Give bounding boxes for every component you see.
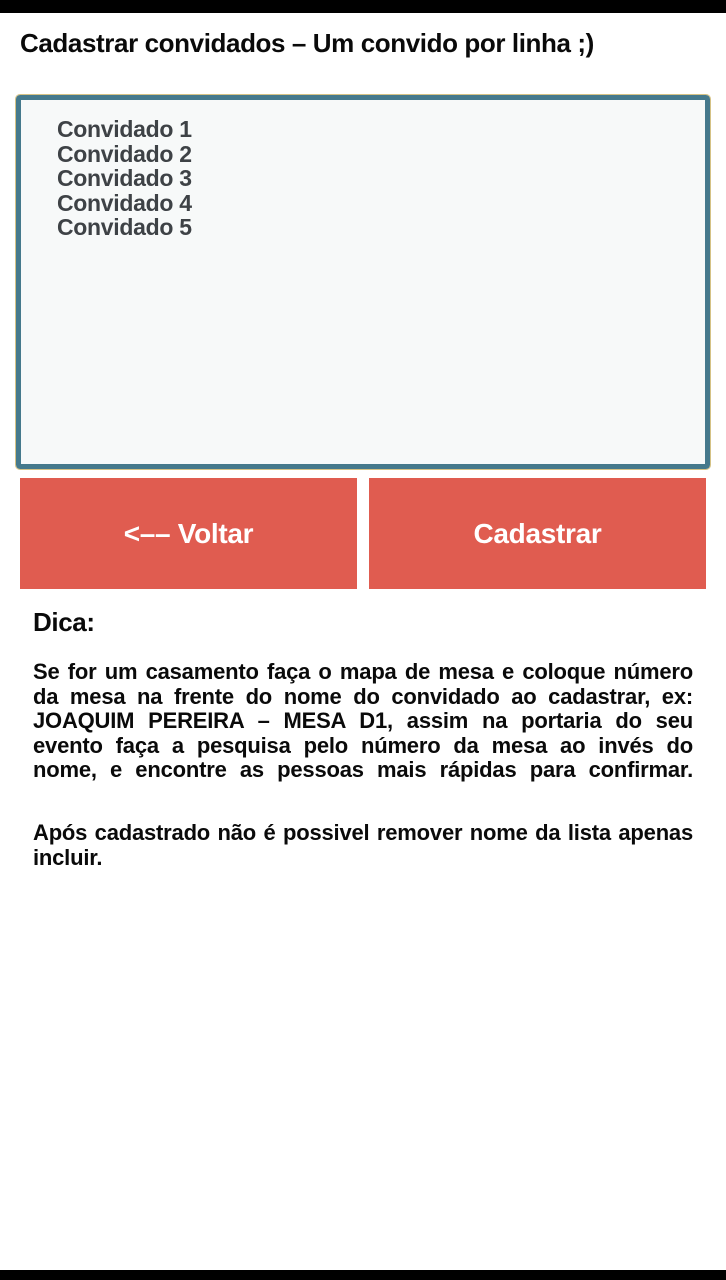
text-line: Se for um casamento faça o mapa de mesa e coloque número	[33, 659, 693, 684]
text-line: incluir.	[33, 844, 103, 870]
text-line: evento faça a pesquisa pelo número da mesa ao invés do	[33, 732, 693, 758]
tip-paragraph-wedding	[33, 660, 693, 783]
page-title: Cadastrar convidados – Um convido por linha ;)	[20, 28, 594, 58]
text-line: JOAQUIM PEREIRA – MESA D1, assim na portaria do seu	[33, 708, 693, 734]
text-line: da mesa na frente do nome do convidado ao cadastrar, ex:	[33, 683, 693, 709]
bottom-nav-bar	[0, 1270, 726, 1280]
text-line: Após cadastrado não é possivel remover nome da lista apenas	[33, 819, 693, 845]
register-button[interactable]: Cadastrar	[369, 478, 706, 589]
top-status-bar	[0, 0, 726, 13]
text-line: nome, e encontre as pessoas mais rápidas para confirmar.	[33, 757, 693, 783]
action-buttons-row	[20, 478, 706, 589]
guests-textarea[interactable]	[16, 95, 710, 469]
back-button[interactable]: <–– Voltar	[20, 478, 357, 589]
tip-paragraph-no-remove	[33, 821, 693, 870]
tip-section	[33, 608, 693, 870]
tip-heading: Dica:	[33, 607, 95, 637]
